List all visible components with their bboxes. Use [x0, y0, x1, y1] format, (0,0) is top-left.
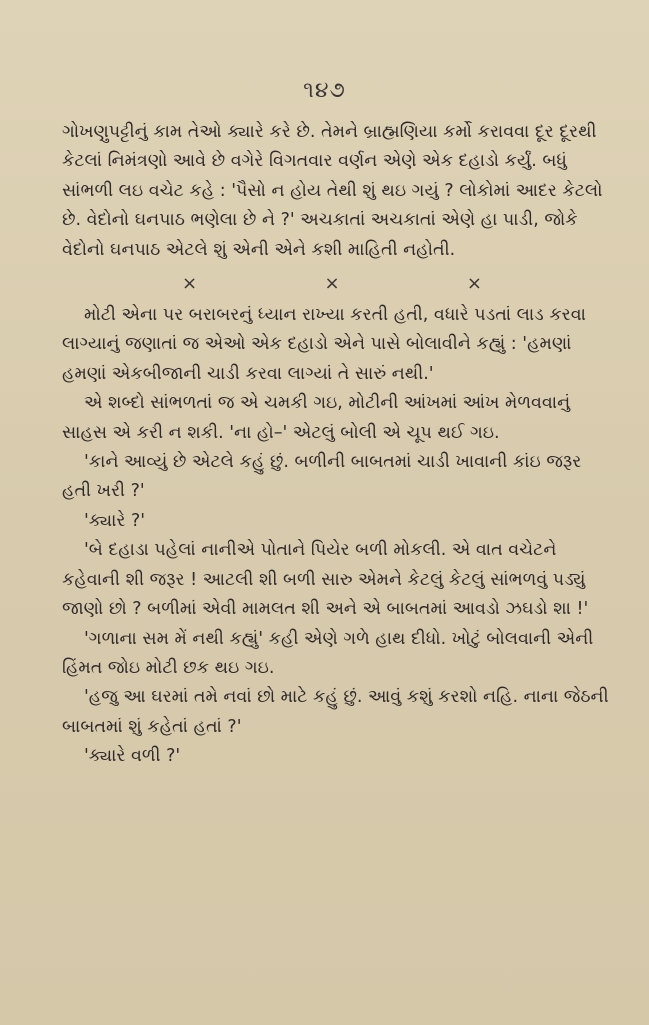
paragraph: ગોખણુપટ્ટીનું કામ તેઓ ક્યારે કરે છે. તેમને બ્રાહ્મણિયા કર્મો કરાવવા દૂર દૂરથી કેટલાં નિમંત્રણો આવે છે વગેરે વિગતવાર વર્ણન એણે એક દહાડો કર્યું. બધું સાંભળી લઇ વચેટ કહે : 'પૈસો ન હોય તેથી શું થઇ ગયું ? લોકોમાં આદર કેટલો છે. વેદોનો ઘનપાઠ ભણેલા છે ને ?' અચકાતાં અચકાતાં એણે હા પાડી, જોકે વેદોનો ઘનપાઠ એટલે શું એની એને કશી માહિતી નહોતી. — [62, 122, 603, 260]
paragraph: એ શબ્દો સાંભળતાં જ એ ચમકી ગઇ, મોટીની આંખમાં આંખ મેળવવાનું સાહસ એ કરી ન શકી. 'ના હો–' એટલું બોલી એ ચૂપ થઈ ગઇ. — [62, 393, 571, 443]
paragraph: 'ક્યારે વળી ?' — [84, 746, 181, 767]
page-number: ૧૪૭ — [303, 78, 346, 103]
paragraph: 'બે દહાડા પહેલાં નાનીએ પોતાને પિયેર બળી મોકલી. એ વાત વચેટને કહેવાની શી જરૂર ! આટલી શી બળી સારુ એમને કેટલું કેટલું સાંભળવું પડ્યું જાણો છો ? બળીમાં એવી મામલત શી અને એ બાબતમાં આવડો ઝઘડો શા !' — [62, 540, 589, 620]
separator-mark: × — [182, 273, 198, 295]
separator-mark: × — [324, 273, 340, 295]
paragraph: 'ક્યારે ?' — [84, 510, 146, 531]
separator-mark: × — [466, 273, 482, 295]
paragraph: 'ગળાના સમ મેં નથી કહ્યું' કહી એણે ગળે હાથ દીધો. ખોટું બોલવાની એની હિંમત જોઇ મોટી છક થઇ ગઇ. — [62, 628, 594, 678]
section-separator — [182, 269, 482, 299]
paragraph: મોટી એના પર બરાબરનું ધ્યાન રાખ્યા કરતી હતી, વધારે પડતાં લાડ કરવા લાગ્યાનું જણાતાં જ એઓ એક દહાડો એને પાસે બોલાવીને કહ્યું : 'હમણાં હમણાં એકબીજાની ચાડી કરવા લાગ્યાં તે સારું નથી.' — [62, 305, 586, 384]
paragraph: 'કાને આવ્યું છે એટલે કહું છું. બળીની બાબતમાં ચાડી ખાવાની કાંઇ જરૂર હતી ખરી ?' — [62, 452, 582, 502]
paragraph: 'હજુ આ ઘરમાં તમે નવાં છો માટે કહું છું. આવું કશું કરશો નહિ. નાના જેઠની બાબતમાં શું કહેતાં હતાં ?' — [62, 687, 609, 737]
body-text — [62, 118, 610, 772]
